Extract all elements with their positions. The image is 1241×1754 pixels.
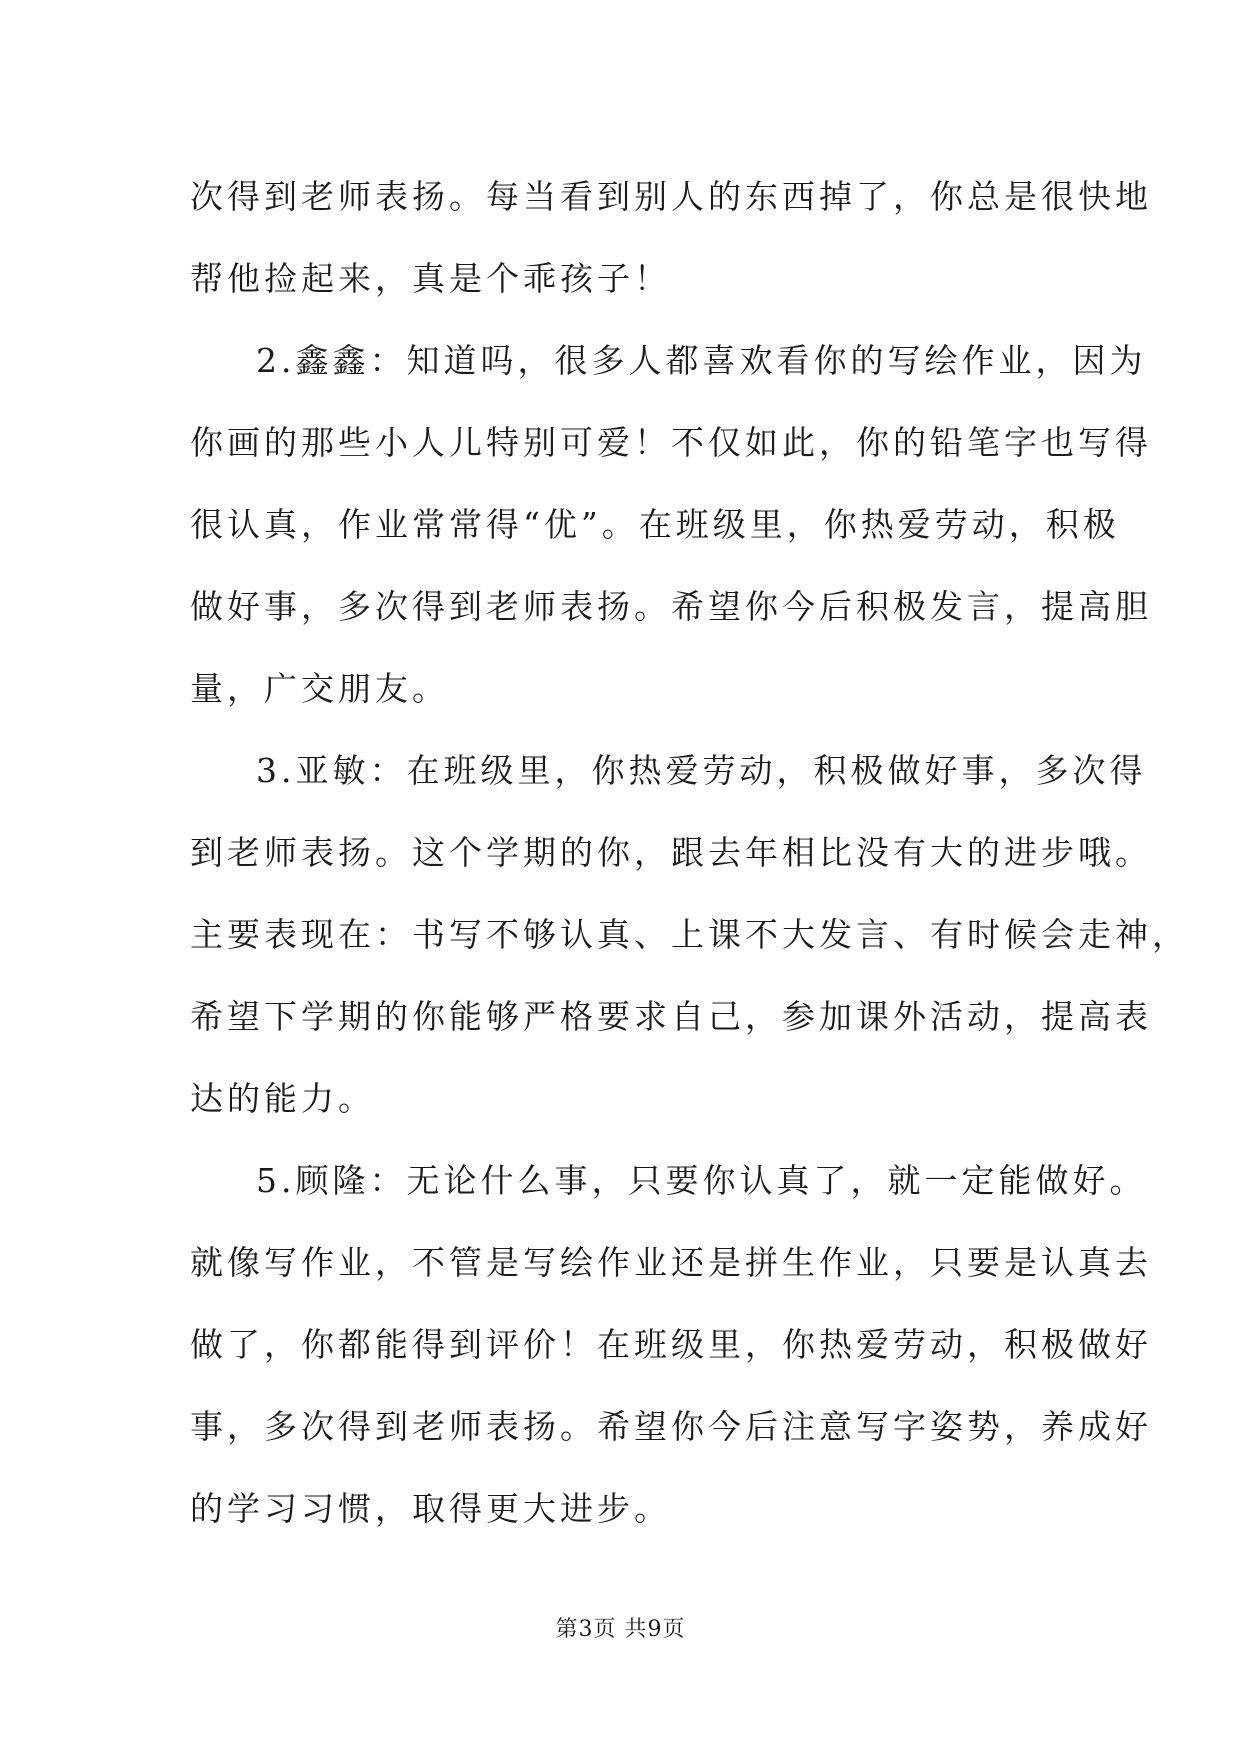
text-line: 5.顾隆：无论什么事，只要你认真了，就一定能做好。 xyxy=(256,1161,1147,1200)
text-line: 你画的那些小人儿特别可爱！不仅如此，你的铅笔字也写得 xyxy=(190,423,1152,462)
text-line: 主要表现在：书写不够认真、上课不大发言、有时候会走神， xyxy=(190,915,1189,954)
text-line: 的学习习惯，取得更大进步。 xyxy=(190,1489,671,1528)
paragraph-comment-3 xyxy=(190,730,1189,1140)
text-line: 2.鑫鑫：知道吗，很多人都喜欢看你的写绘作业，因为 xyxy=(256,341,1147,380)
paragraph-continuation xyxy=(190,156,1152,320)
text-line: 很认真，作业常常得“优”。在班级里，你热爱劳动，积极 xyxy=(190,505,1120,544)
text-line: 希望下学期的你能够严格要求自己，参加课外活动，提高表 xyxy=(190,997,1152,1036)
text-line: 做好事，多次得到老师表扬。希望你今后积极发言，提高胆 xyxy=(190,587,1152,626)
paragraph-comment-5 xyxy=(190,1140,1152,1550)
text-line: 达的能力。 xyxy=(190,1079,375,1118)
page-number-footer: 第3页 共9页 xyxy=(555,1617,686,1642)
text-line: 到老师表扬。这个学期的你，跟去年相比没有大的进步哦。 xyxy=(190,833,1152,872)
text-line: 3.亚敏：在班级里，你热爱劳动，积极做好事，多次得 xyxy=(256,751,1147,790)
text-line: 量，广交朋友。 xyxy=(190,669,449,708)
text-line: 次得到老师表扬。每当看到别人的东西掉了，你总是很快地 xyxy=(190,177,1152,216)
paragraph-comment-2 xyxy=(190,320,1152,730)
text-line: 帮他捡起来，真是个乖孩子！ xyxy=(190,259,671,298)
text-line: 就像写作业，不管是写绘作业还是拼生作业，只要是认真去 xyxy=(190,1243,1152,1282)
text-line: 做了，你都能得到评价！在班级里，你热爱劳动，积极做好 xyxy=(190,1325,1152,1364)
text-line: 事，多次得到老师表扬。希望你今后注意写字姿势，养成好 xyxy=(190,1407,1152,1446)
document-body xyxy=(190,156,1189,1550)
